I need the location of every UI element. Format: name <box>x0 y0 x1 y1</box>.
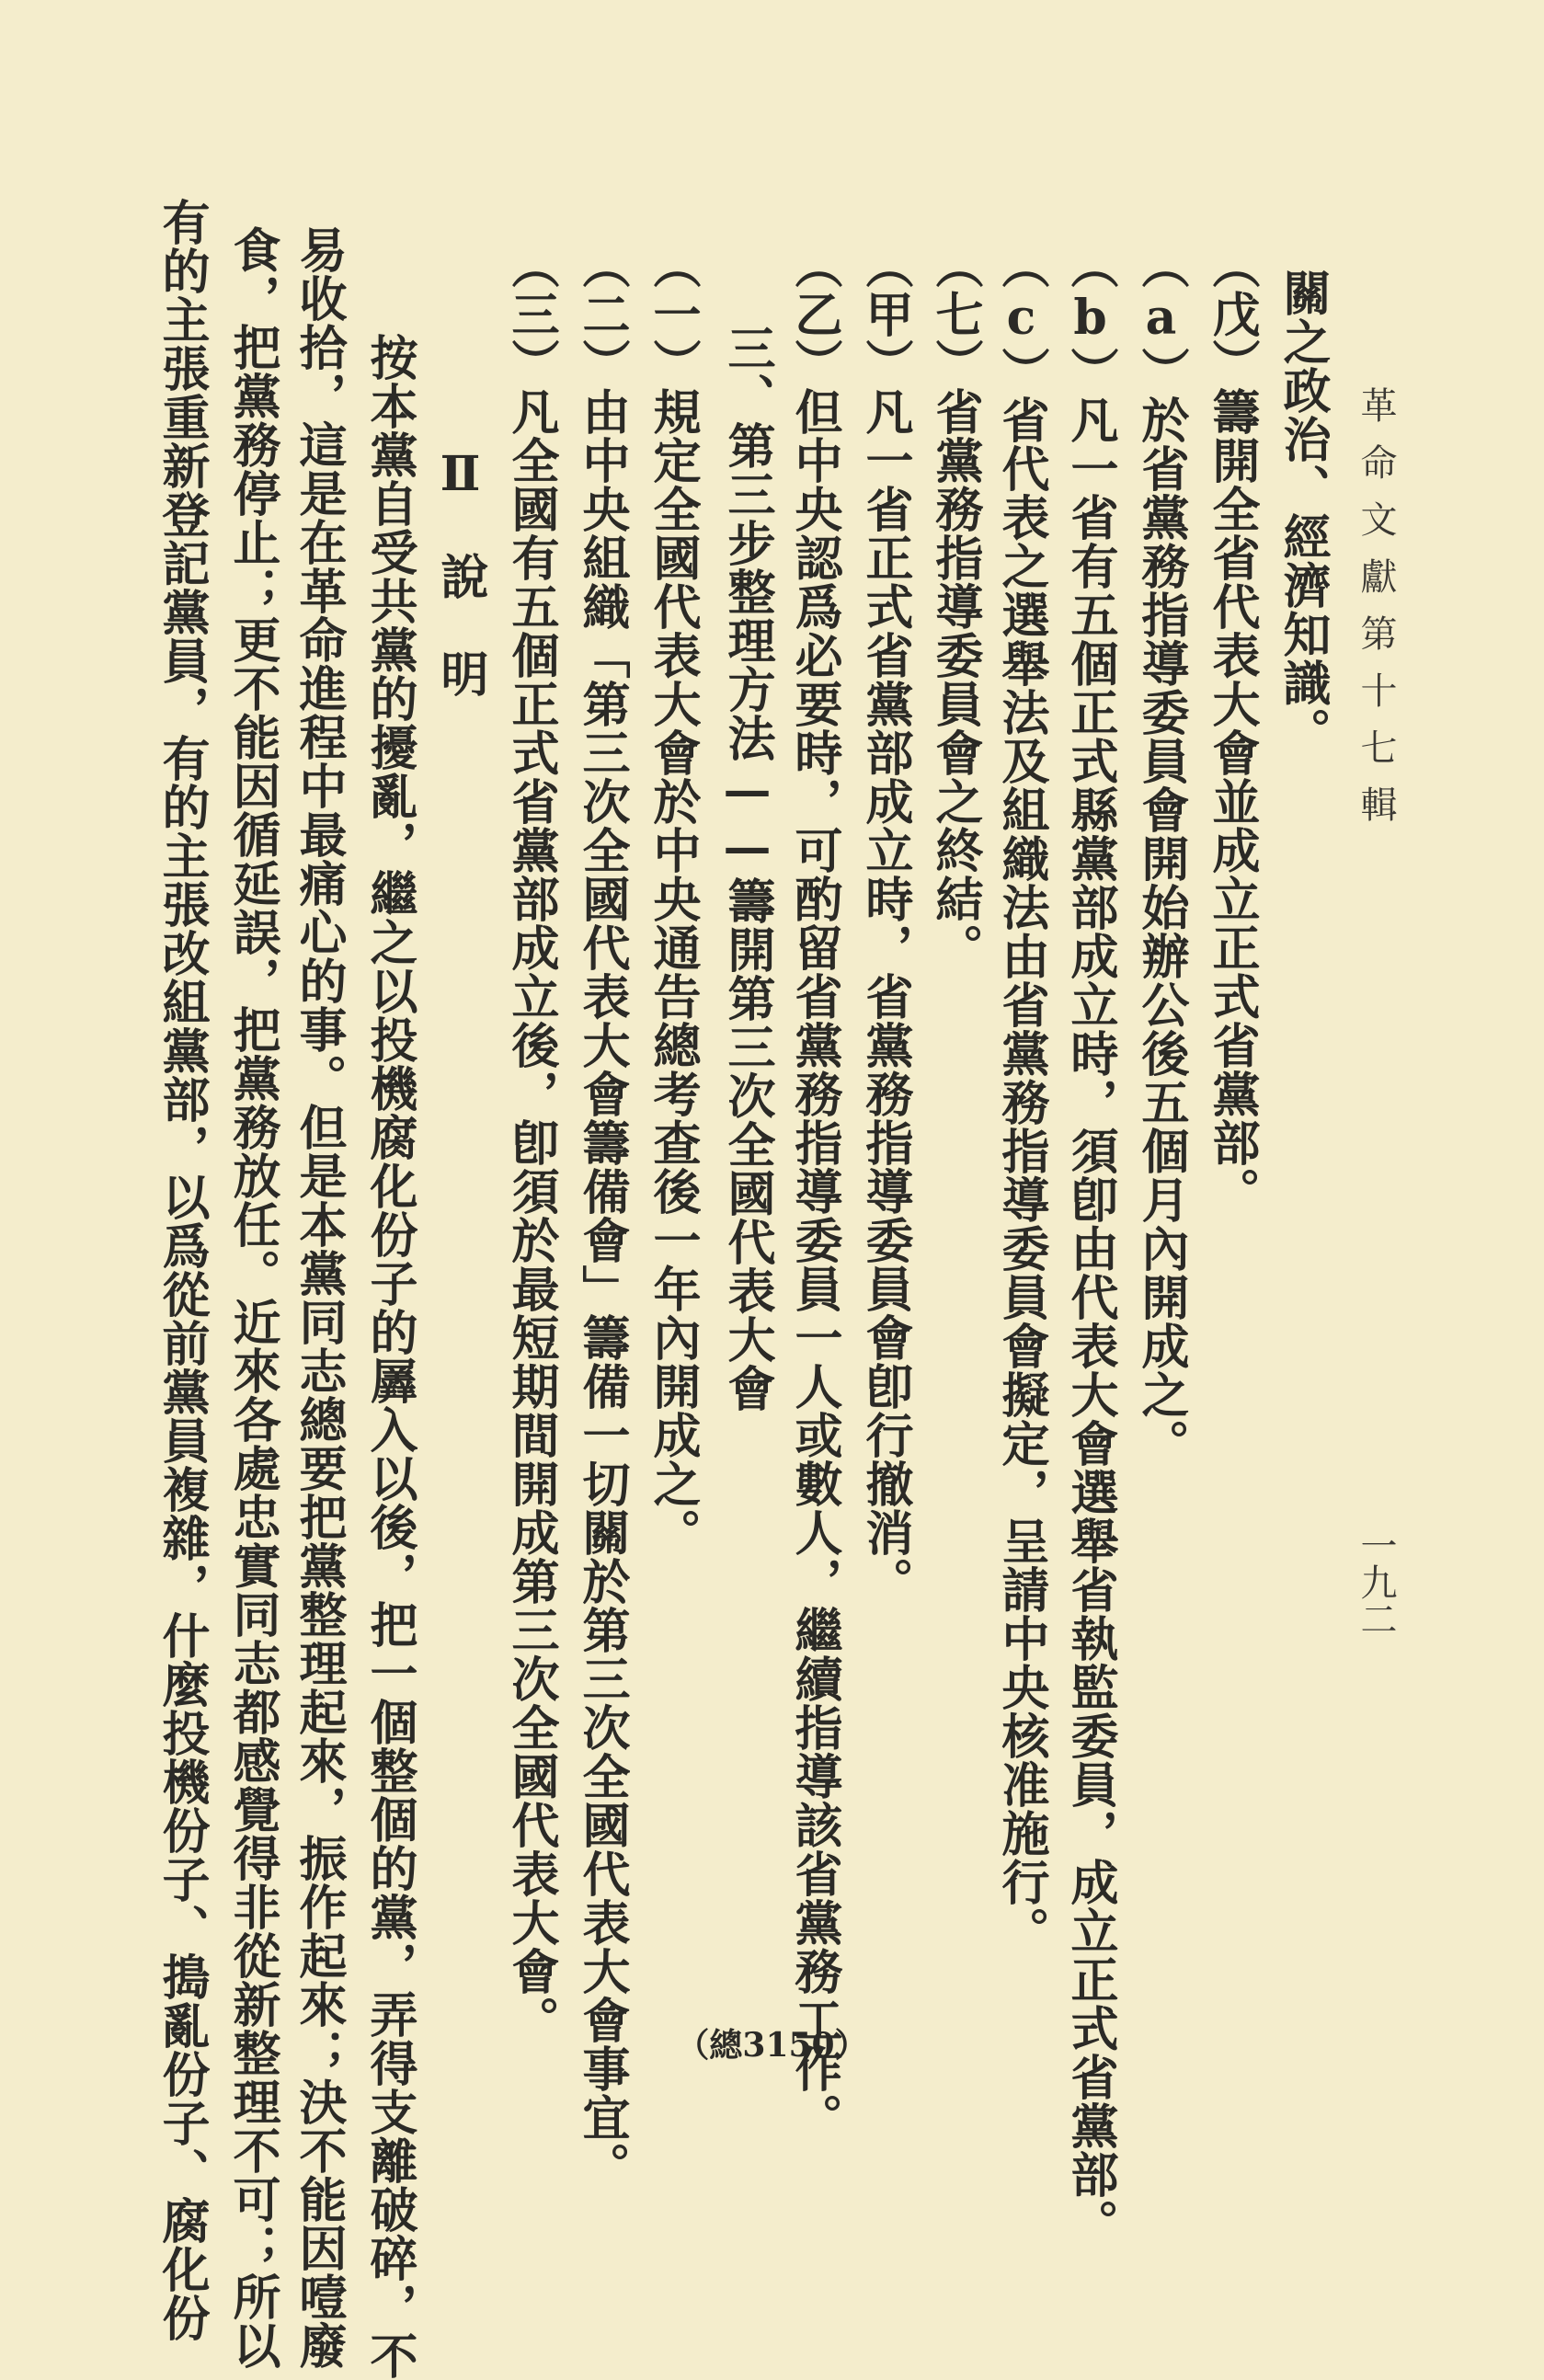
text-column: 關之政治、經濟知識。 <box>1275 269 1331 756</box>
text-column: （三）凡全國有五個正式省黨部成立後，卽須於最短期間開成第三次全國代表大會。 <box>503 241 559 2044</box>
total-page-number: （總3150） <box>676 2026 868 2065</box>
text-column: （b）凡一省有五個正式縣黨部成立時，須卽由代表大會選舉省執監委員，成立正式省黨部。 <box>1062 241 1118 2248</box>
text-column: （c）省代表之選舉法及組織法由省黨務指導委員會擬定，呈請中央核准施行。 <box>993 241 1049 1955</box>
page-number: 一九二 <box>1355 1527 1397 1637</box>
text-column: 食，把黨務停止；更不能因循延誤，把黨務放任。近來各處忠實同志都感覺得非從新整理不可；所以 <box>224 225 280 2370</box>
text-column: （乙）但中央認爲必要時，可酌留省黨務指導委員一人或數人，繼續指導該省黨務工作。 <box>786 241 842 2142</box>
section-heading-explanation: Ⅱ 說 明 <box>432 446 488 698</box>
text-column: 按本黨自受共黨的擾亂，繼之以投機腐化份子的羼入以後，把一個整個的黨，弄得支離破碎，不 <box>361 333 417 2380</box>
text-column: （一）規定全國代表大會於中央通告總考查後一年內開成之。 <box>645 241 701 1557</box>
book-title-header: 革命文獻第十七輯 <box>1355 386 1397 842</box>
text-column: （七）省黨務指導委員會之終結。 <box>927 241 983 972</box>
text-column: （二）由中央組織「第三次全國代表大會籌備會」籌備一切關於第三次全國代表大會事宜。 <box>574 241 630 2191</box>
text-column: 易收拾，這是在革命進程中最痛心的事。但是本黨同志總要把黨整理起來，振作起來；決不能因噎廢 <box>291 225 347 2370</box>
text-column: （a）於省黨務指導委員會開始辦公後五個月內開成之。 <box>1133 241 1189 1468</box>
text-column: 有的主張重新登記黨員，有的主張改組黨部，以爲從前黨員複雜，什麼投機份子、搗亂份子、腐化份 <box>154 198 210 2342</box>
section-heading: 三、第三步整理方法——籌開第三次全國代表大會 <box>719 324 775 1413</box>
text-column: （戊）籌開全省代表大會並成立正式省黨部。 <box>1204 241 1260 1216</box>
text-column: （甲）凡一省正式省黨部成立時，省黨務指導委員會卽行撤消。 <box>857 241 913 1606</box>
